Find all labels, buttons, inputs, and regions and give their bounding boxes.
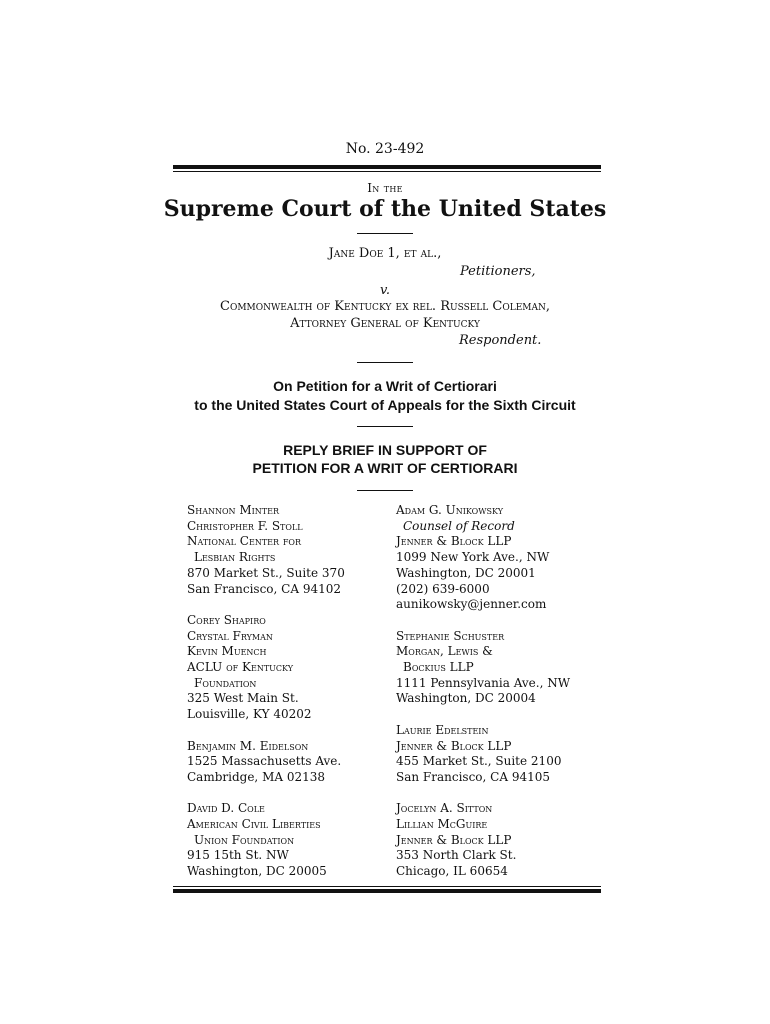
brief-title-line-1: REPLY BRIEF IN SUPPORT OF [283,442,487,458]
counsel-line: Jenner & Block LLP [396,832,512,847]
counsel-line: Crystal Fryman [187,628,273,643]
separator-rule-4 [357,490,413,491]
counsel-line: San Francisco, CA 94105 [396,769,550,784]
counsel-block [396,801,570,880]
counsel-line: Christopher F. Stoll [187,518,303,533]
counsel-line: 1099 New York Ave., NW [396,550,550,565]
docket-number: No. 23-492 [345,141,425,157]
counsel-line: Morgan, Lewis & [396,644,493,659]
counsel-line: Washington, DC 20005 [187,864,327,879]
counsel-line: 455 Market St., Suite 2100 [396,754,562,769]
counsel-line: Jenner & Block LLP [396,738,512,753]
counsel-line: American Civil Liberties [187,817,321,832]
counsel-right-column [396,503,570,880]
counsel-block [396,723,570,786]
counsel-line: David D. Cole [187,801,265,816]
brief-title-line-2: PETITION FOR A WRIT OF CERTIORARI [252,460,518,476]
counsel-line: Benjamin M. Eidelson [187,738,309,753]
separator-rule-2 [357,362,413,363]
counsel-line: Kevin Muench [187,644,267,659]
counsel-line: Bockius LLP [403,660,474,675]
counsel-line: San Francisco, CA 94102 [187,581,341,596]
counsel-block [187,801,345,880]
separator-rule-1 [357,233,413,234]
court-name: Supreme Court of the United States [163,196,607,222]
counsel-line: Lillian McGuire [396,817,488,832]
counsel-block [396,503,570,613]
counsel-block [187,613,345,723]
petition-line-1: On Petition for a Writ of Certiorari [273,378,497,394]
counsel-line: (202) 639-6000 [396,581,490,596]
counsel-line: Chicago, IL 60654 [396,864,508,879]
counsel-left-column [187,503,345,880]
counsel-line: 915 15th St. NW [187,848,289,863]
respondent-line-1: Commonwealth of Kentucky ex rel. Russell Coleman, [220,299,550,314]
counsel-line: Louisville, KY 40202 [187,707,312,722]
counsel-line: 1525 Massachusetts Ave. [187,754,342,769]
separator-rule-3 [357,426,413,427]
counsel-line: 870 Market St., Suite 370 [187,565,345,580]
respondent-role: Respondent. [459,333,542,348]
counsel-line: Washington, DC 20001 [396,565,536,580]
counsel-line: aunikowsky@jenner.com [396,597,547,612]
in-the-label: In the [367,181,403,195]
counsel-line: Jenner & Block LLP [396,534,512,549]
counsel-line: Jocelyn A. Sitton [396,801,493,816]
versus-label: v. [380,283,390,298]
counsel-line: Washington, DC 20004 [396,691,536,706]
respondent-line-2: Attorney General of Kentucky [290,316,480,331]
counsel-line: Foundation [194,675,257,690]
petition-line-2: to the United States Court of Appeals for the Sixth Circuit [194,397,576,413]
counsel-line: Adam G. Unikowsky [396,503,503,517]
counsel-block [187,739,345,786]
counsel-line: Stephanie Schuster [396,628,505,643]
bottom-double-rule [173,886,601,893]
counsel-line: Lesbian Rights [194,550,276,565]
counsel-line: ACLU of Kentucky [187,660,294,675]
top-double-rule [173,165,601,172]
counsel-line: Counsel of Record [403,518,515,533]
counsel-line: Corey Shapiro [187,612,266,627]
petitioner-role: Petitioners, [460,264,536,279]
counsel-line: 1111 Pennsylvania Ave., NW [396,675,571,690]
counsel-block [187,503,345,597]
petitioner-name: Jane Doe 1, et al., [328,246,442,261]
counsel-line: Union Foundation [194,832,295,847]
counsel-line: National Center for [187,534,301,549]
counsel-line: Laurie Edelstein [396,722,489,737]
counsel-line: 325 West Main St. [187,691,299,706]
counsel-line: 353 North Clark St. [396,848,517,863]
counsel-line: Cambridge, MA 02138 [187,769,326,784]
counsel-line: Shannon Minter [187,503,279,517]
counsel-block [396,629,570,708]
